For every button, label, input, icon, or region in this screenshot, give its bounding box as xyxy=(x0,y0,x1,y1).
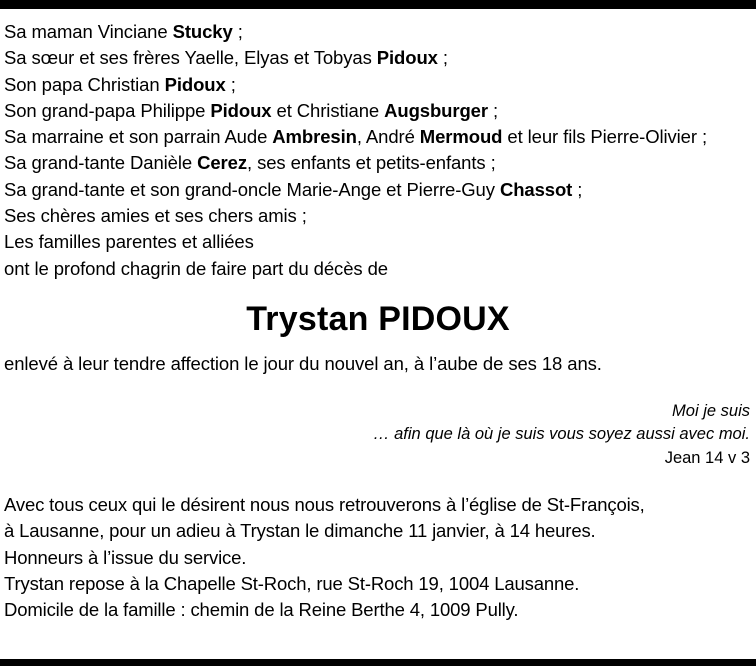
service-line: Trystan repose à la Chapelle St-Roch, rue St-Roch 19, 1004 Lausanne. xyxy=(4,572,580,594)
family-line: Ses chères amies et ses chers amis ; xyxy=(4,205,307,227)
quote-reference: Jean 14 v 3 xyxy=(664,448,750,467)
top-rule-divider xyxy=(0,0,756,9)
family-line: Son grand-papa Philippe Pidoux et Christiane Augsburger ; xyxy=(4,99,499,121)
deceased-subtitle: enlevé à leur tendre affection le jour du nouvel an, à l’aube de ses 18 ans. xyxy=(4,352,602,374)
family-line: Son papa Christian Pidoux ; xyxy=(4,73,236,95)
deceased-name: Trystan PIDOUX xyxy=(246,299,510,338)
scripture-quote xyxy=(4,400,752,470)
service-line: Domicile de la famille : chemin de la Reine Berthe 4, 1009 Pully. xyxy=(4,599,519,621)
family-line: Sa sœur et ses frères Yaelle, Elyas et Tobyas Pidoux ; xyxy=(4,47,448,69)
service-line: Avec tous ceux qui le désirent nous nous retrouverons à l’église de St-François, xyxy=(4,493,645,515)
family-line: Sa grand-tante Danièle Cerez, ses enfants et petits-enfants ; xyxy=(4,152,496,174)
family-line: Sa grand-tante et son grand-oncle Marie-Ange et Pierre-Guy Chassot ; xyxy=(4,178,583,200)
service-details xyxy=(4,492,752,623)
service-line: Honneurs à l’issue du service. xyxy=(4,546,247,568)
bottom-rule-divider xyxy=(0,659,756,666)
quote-line-1: Moi je suis xyxy=(672,401,750,420)
service-line: à Lausanne, pour un adieu à Trystan le dimanche 11 janvier, à 14 heures. xyxy=(4,520,596,542)
family-line: Sa marraine et son parrain Aude Ambresin, André Mermoud et leur fils Pierre-Olivier ; xyxy=(4,126,708,148)
family-list xyxy=(4,19,752,282)
family-line: Les familles parentes et alliées xyxy=(4,231,254,253)
family-line: Sa maman Vinciane Stucky ; xyxy=(4,21,243,42)
notice-content xyxy=(0,9,756,659)
family-line: ont le profond chagrin de faire part du décès de xyxy=(4,257,388,279)
quote-line-2: … afin que là où je suis vous soyez aussi avec moi. xyxy=(373,424,750,443)
